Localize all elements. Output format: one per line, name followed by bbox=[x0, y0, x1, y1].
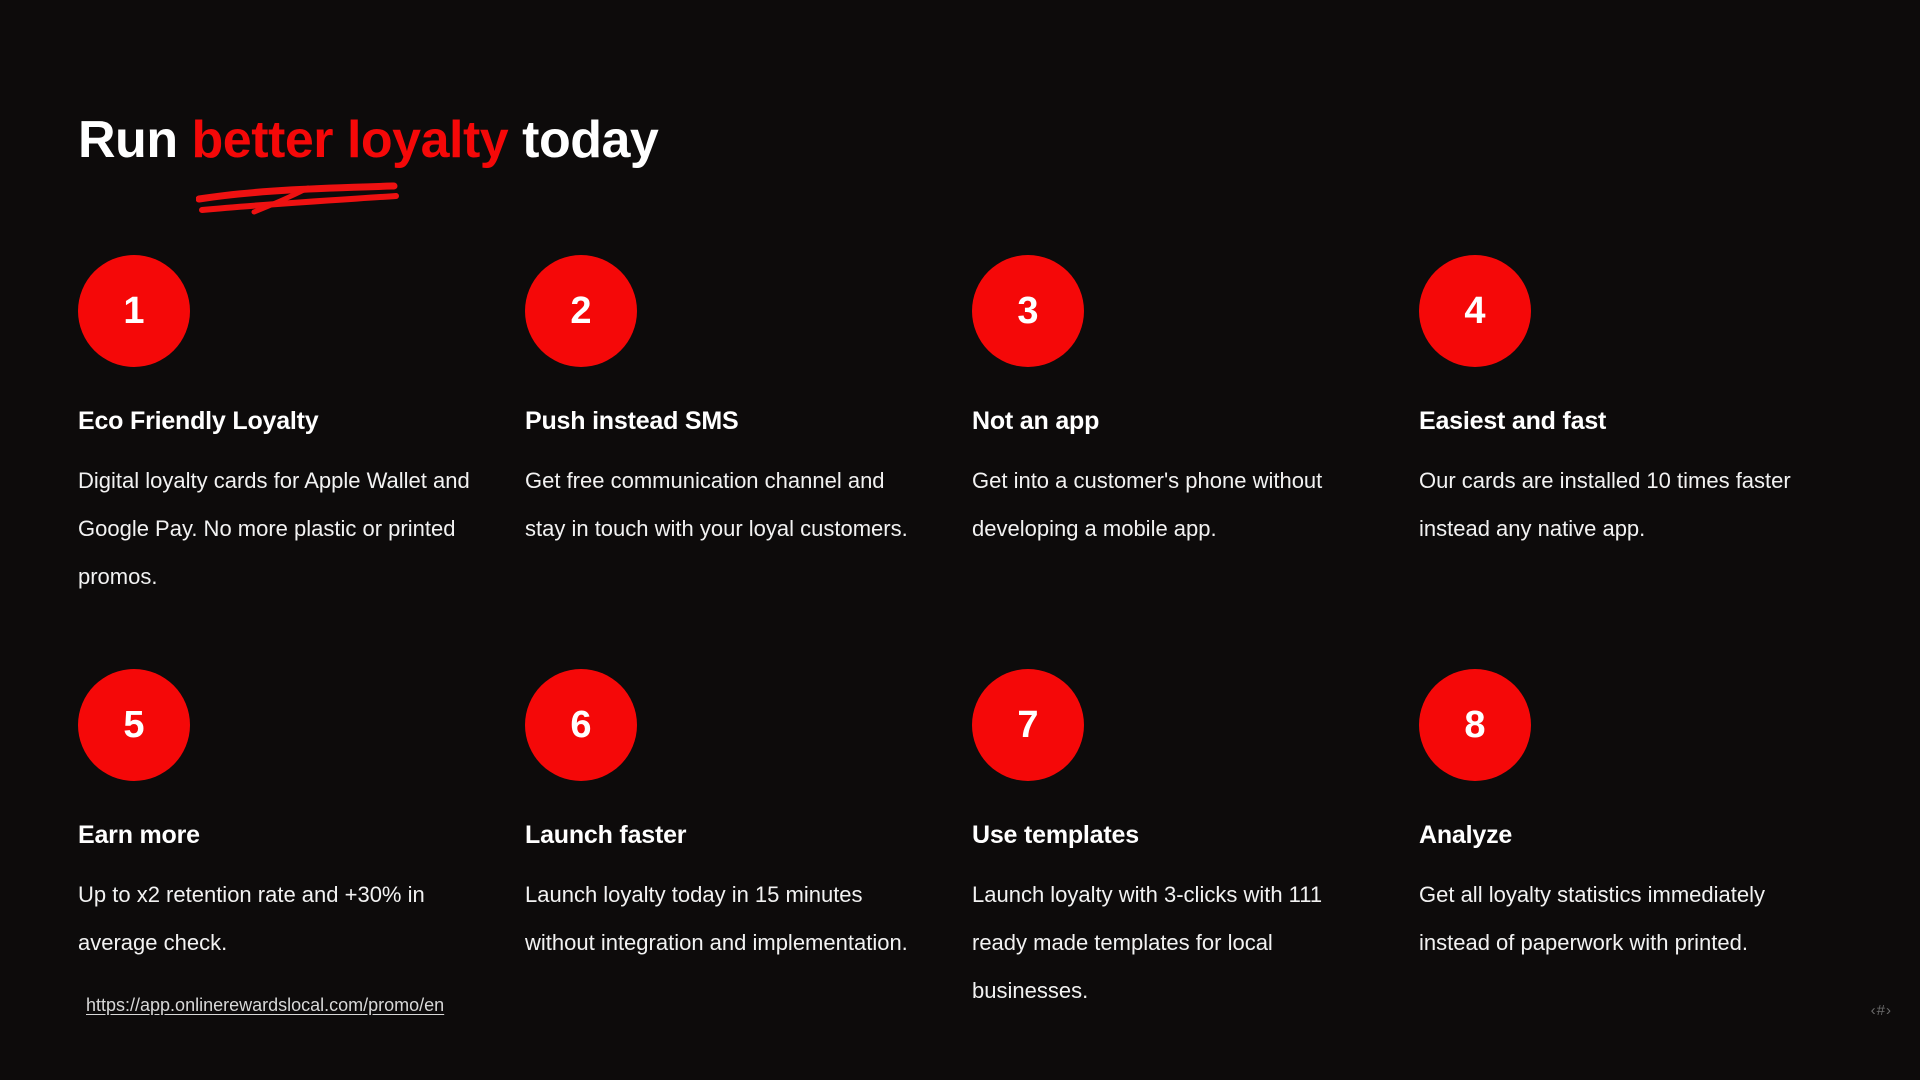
feature-body: Get free communication channel and stay in touch with your loyal customers. bbox=[525, 468, 908, 541]
feature-number-badge: 8 bbox=[1419, 669, 1531, 781]
page-title-before: Run bbox=[78, 111, 192, 169]
feature-title: Not an app bbox=[972, 407, 1100, 435]
feature-number-badge: 5 bbox=[78, 669, 190, 781]
feature-body: Our cards are installed 10 times faster instead any native app. bbox=[1419, 468, 1791, 541]
feature-title: Use templates bbox=[972, 821, 1139, 849]
feature-card bbox=[1419, 669, 1819, 1015]
feature-body: Launch loyalty with 3-clicks with 111 ready made templates for local businesses. bbox=[972, 882, 1323, 1003]
feature-title: Push instead SMS bbox=[525, 407, 739, 435]
feature-grid bbox=[78, 255, 1858, 1015]
feature-number-badge: 2 bbox=[525, 255, 637, 367]
page-title-highlight: better loyalty bbox=[191, 111, 509, 169]
feature-number-badge: 6 bbox=[525, 669, 637, 781]
feature-number-badge: 1 bbox=[78, 255, 190, 367]
feature-body: Get all loyalty statistics immediately instead of paperwork with printed. bbox=[1419, 882, 1765, 955]
feature-title: Analyze bbox=[1419, 821, 1513, 849]
feature-title: Eco Friendly Loyalty bbox=[78, 407, 319, 435]
feature-card bbox=[78, 669, 478, 1015]
feature-body: Up to x2 retention rate and +30% in average check. bbox=[78, 882, 425, 955]
feature-title: Earn more bbox=[78, 821, 200, 849]
feature-title: Easiest and fast bbox=[1419, 407, 1607, 435]
page-number-indicator: ‹#› bbox=[1870, 1002, 1892, 1019]
feature-body: Get into a customer's phone without developing a mobile app. bbox=[972, 468, 1323, 541]
feature-card bbox=[1419, 255, 1819, 601]
feature-number-badge: 3 bbox=[972, 255, 1084, 367]
feature-title: Launch faster bbox=[525, 821, 687, 849]
feature-card bbox=[78, 255, 478, 601]
feature-number-badge: 4 bbox=[1419, 255, 1531, 367]
page-title bbox=[78, 110, 658, 170]
feature-card bbox=[525, 669, 925, 1015]
feature-card bbox=[972, 255, 1372, 601]
footer-promo-link[interactable]: https://app.onlinerewardslocal.com/promo/en bbox=[86, 995, 445, 1015]
underline-scribble-icon bbox=[196, 182, 401, 216]
feature-body: Digital loyalty cards for Apple Wallet and Google Pay. No more plastic or printed promos. bbox=[78, 468, 470, 589]
feature-card bbox=[972, 669, 1372, 1015]
page-title-after: today bbox=[508, 111, 659, 169]
feature-body: Launch loyalty today in 15 minutes without integration and implementation. bbox=[525, 882, 908, 955]
feature-number-badge: 7 bbox=[972, 669, 1084, 781]
feature-card bbox=[525, 255, 925, 601]
